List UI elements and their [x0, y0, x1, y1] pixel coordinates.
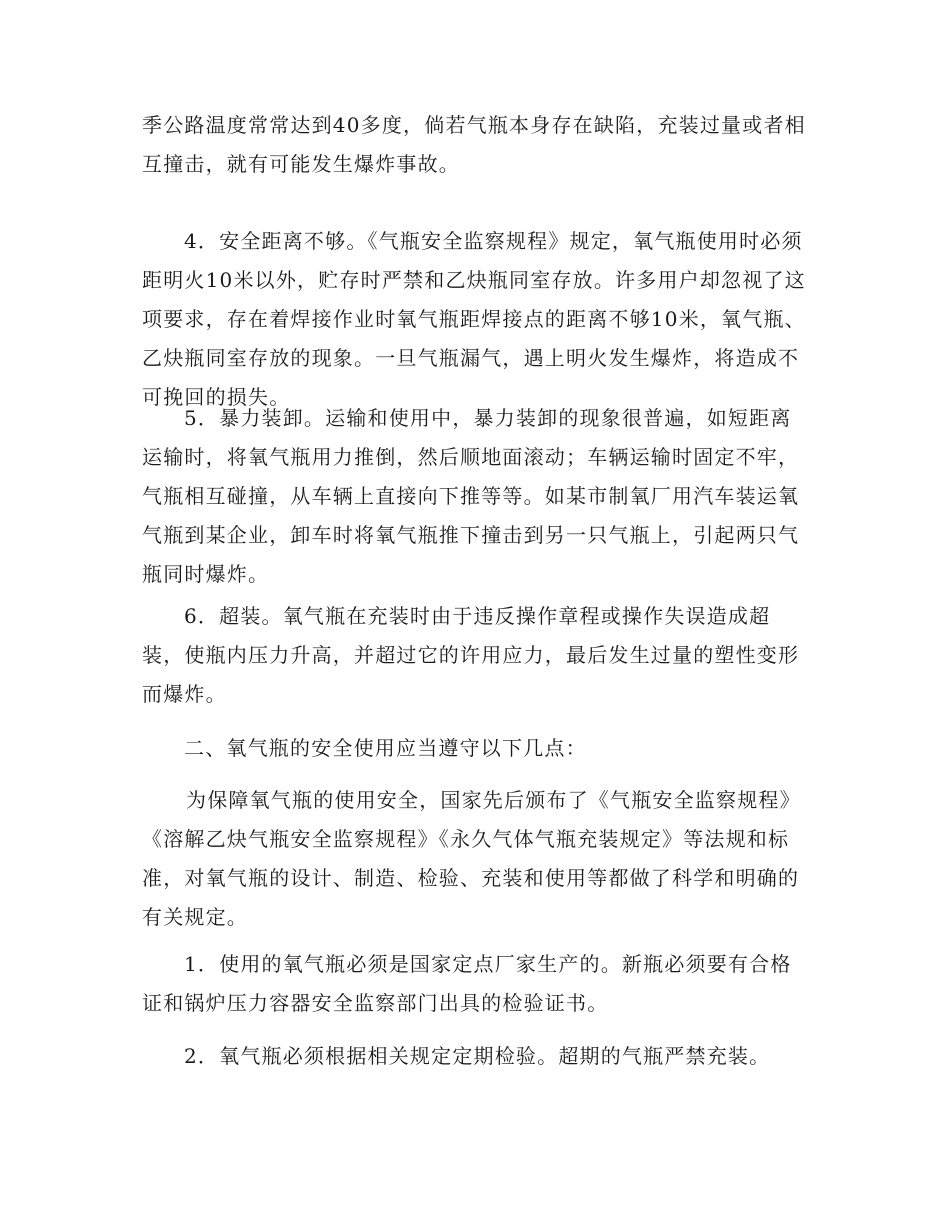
paragraph-rule-1-manufacturer: 1．使用的氧气瓶必须是国家定点厂家生产的。新瓶必须要有合格证和锅炉压力容器安全监察部门出具的检验证书。 [142, 952, 792, 1015]
paragraph-item-5-rough-handling: 5．暴力装卸。运输和使用中，暴力装卸的现象很普遍，如短距离运输时，将氧气瓶用力推倒，然后顺地面滚动；车辆运输时固定不牢，气瓶相互碰撞，从车辆上直接向下推等等。如某市制氧厂用汽车装运氧气瓶到某企业，卸车时将氧气瓶推下撞击到另一只气瓶上，引起两只气瓶同时爆炸。 [142, 406, 800, 586]
paragraph-item-4-safety-distance: 4．安全距离不够。《气瓶安全监察规程》规定，氧气瓶使用时必须距明火10米以外，贮存时严禁和乙炔瓶同室存放。许多用户却忽视了这项要求，存在着焊接作业时氧气瓶距焊接点的距离不够10米，氧气瓶、乙炔瓶同室存放的现象。一旦气瓶漏气，遇上明火发生爆炸，将造成不可挽回的损失。 [142, 229, 806, 409]
paragraph-continuation: 季公路温度常常达到40多度，倘若气瓶本身存在缺陷，充装过量或者相互撞击，就有可能发生爆炸事故。 [142, 113, 806, 176]
section-heading-safe-use: 二、氧气瓶的安全使用应当遵守以下几点： [184, 736, 587, 760]
paragraph-rule-2-inspection: 2．氧气瓶必须根据相关规定定期检验。超期的气瓶严禁充装。 [184, 1044, 771, 1068]
paragraph-regulations-intro: 为保障氧气瓶的使用安全，国家先后颁布了《气瓶安全监察规程》《溶解乙炔气瓶安全监察规程》《永久气体气瓶充装规定》等法规和标准，对氧气瓶的设计、制造、检验、充装和使用等都做了科学和明确的有关规定。 [142, 788, 801, 929]
paragraph-item-6-overfilling: 6．超装。氧气瓶在充装时由于违反操作章程或操作失误造成超装，使瓶内压力升高，并超过它的许用应力，最后发生过量的塑性变形而爆炸。 [142, 604, 800, 706]
